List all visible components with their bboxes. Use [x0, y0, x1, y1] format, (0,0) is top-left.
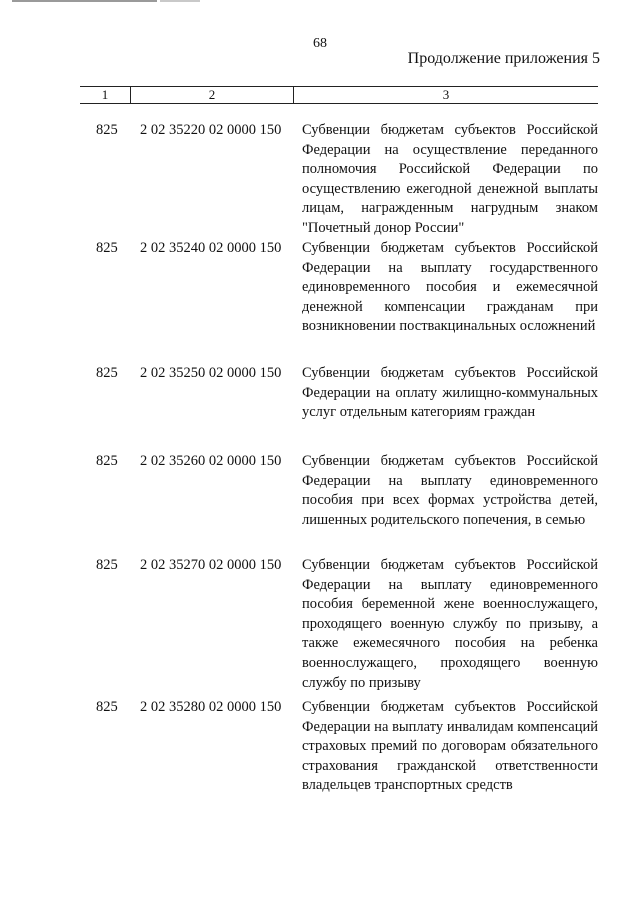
admin-code: 825 — [96, 240, 118, 256]
budget-classification-code: 2 02 35260 02 0000 150 — [140, 453, 282, 469]
admin-code: 825 — [96, 453, 118, 469]
admin-code: 825 — [96, 122, 118, 138]
revenue-name: Субвенции бюджетам субъектов Российской Федерации на выплату единовременного пособия при всех формах устройства детей, лишенных родительского попечения, в семью — [302, 453, 598, 528]
column-header-2: 2 — [131, 87, 294, 103]
budget-classification-code: 2 02 35280 02 0000 150 — [140, 699, 282, 715]
budget-classification-code: 2 02 35240 02 0000 150 — [140, 240, 282, 256]
admin-code: 825 — [96, 557, 118, 573]
admin-code: 825 — [96, 365, 118, 381]
revenue-name: Субвенции бюджетам субъектов Российской Федерации на оплату жилищно-коммунальных услуг отдельным категориям граждан — [302, 365, 598, 421]
admin-code: 825 — [96, 699, 118, 715]
revenue-name: Субвенции бюджетам субъектов Российской Федерации на выплату государственного единовременного пособия и ежемесячной денежной компенсации гражданам при возникновении поствакцинальных осложнений — [302, 240, 598, 335]
revenue-name: Субвенции бюджетам субъектов Российской Федерации на осуществление переданного полномочия Российской Федерации по осуществлению ежегодной денежной выплаты лицам, награжденным нагрудным знаком "Почетный донор России" — [302, 122, 598, 236]
budget-classification-code: 2 02 35220 02 0000 150 — [140, 122, 282, 138]
revenue-name: Субвенции бюджетам субъектов Российской Федерации на выплату единовременного пособия беременной жене военнослужащего, проходящего военную службу по призыву, а также ежемесячного пособия на ребенка военнослужащего, проходящего военную службу по призыву — [302, 557, 598, 691]
page-number: 68 — [313, 36, 327, 51]
column-header-3: 3 — [442, 87, 450, 102]
revenue-name: Субвенции бюджетам субъектов Российской Федерации на выплату инвалидам компенсаций страховых премий по договорам обязательного страхования гражданской ответственности владельцев транспортных средств — [302, 699, 598, 794]
table-header-row — [80, 86, 598, 104]
scan-edge-mark — [12, 0, 157, 2]
column-header-1: 1 — [80, 87, 131, 103]
appendix-continuation-label: Продолжение приложения 5 — [407, 50, 600, 67]
budget-classification-code: 2 02 35250 02 0000 150 — [140, 365, 282, 381]
scan-edge-mark — [160, 0, 200, 2]
budget-classification-code: 2 02 35270 02 0000 150 — [140, 557, 282, 573]
